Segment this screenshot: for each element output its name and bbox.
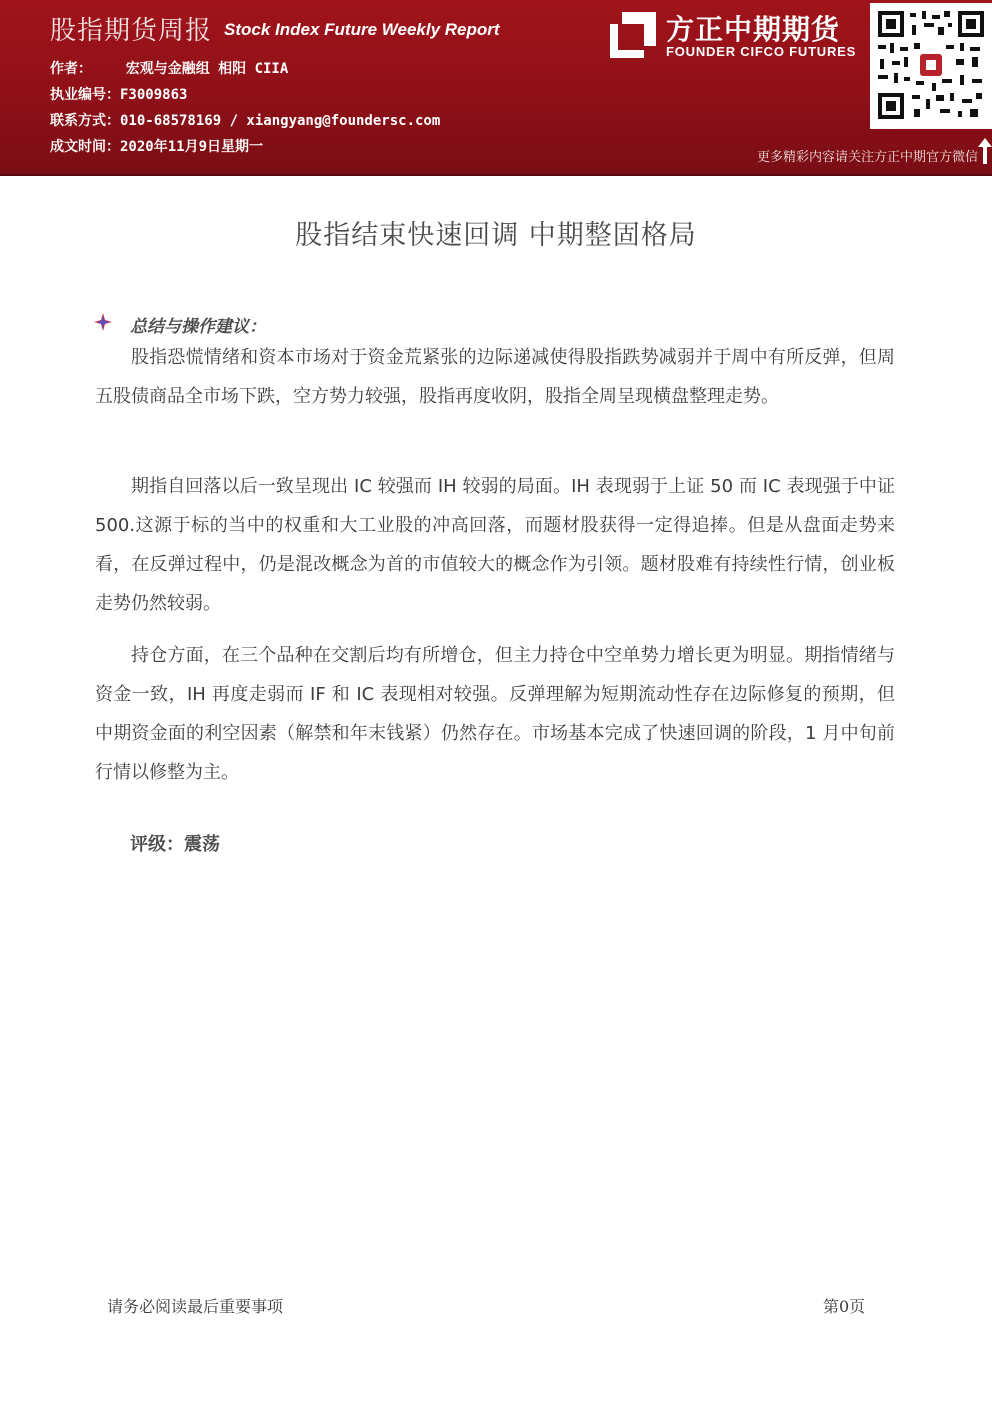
logo-text-en: FOUNDER CIFCO FUTURES <box>666 44 857 59</box>
contact-value[interactable]: 010-68578169 / xiangyang@foundersc.com <box>120 113 441 129</box>
report-title-cn: 股指期货周报 <box>50 16 213 46</box>
qr-code-icon <box>876 9 986 121</box>
license-label: 执业编号： <box>50 87 120 103</box>
contact-label: 联系方式： <box>50 113 120 129</box>
contact-line <box>50 110 440 130</box>
date-label: 成文时间： <box>50 139 120 155</box>
company-logo <box>608 10 860 62</box>
author-line <box>50 58 288 78</box>
page-number: 第0页 <box>823 1297 866 1316</box>
summary-heading: 总结与操作建议： <box>130 317 266 337</box>
up-arrow-icon <box>978 138 992 164</box>
wechat-follow-note: 更多精彩内容请关注方正中期官方微信 <box>756 150 978 165</box>
report-title-en: Stock Index Future Weekly Report <box>224 20 500 39</box>
paragraph-3: 持仓方面，在三个品种在交割后均有所增仓，但主力持仓中空单势力增长更为明显。期指情绪与资金一致，IH 再度走弱而 IF 和 IC 表现相对较强。反弹理解为短期流动性存在边际修复的预期，但中期资金面的利空因素（解禁和年末钱紧）仍然存在。市场基本完成了快速回调的阶段，1 月中旬前行情以修整为主。 <box>95 645 895 783</box>
wechat-qr-code <box>870 3 992 129</box>
document-title: 股指结束快速回调 中期整固格局 <box>295 220 697 251</box>
logo-text-cn: 方正中期期货 <box>666 13 841 46</box>
report-header <box>0 0 992 176</box>
footer-notice: 请务必阅读最后重要事项 <box>107 1297 284 1316</box>
license-line <box>50 84 187 104</box>
paragraph-1: 股指恐慌情绪和资本市场对于资金荒紧张的边际递减使得股指跌势减弱并于周中有所反弹，但周五股债商品全市场下跌，空方势力较强，股指再度收阴，股指全周呈现横盘整理走势。 <box>95 347 895 407</box>
rating: 评级：震荡 <box>130 834 220 855</box>
bullet-icon <box>94 313 112 331</box>
paragraph-2: 期指自回落以后一致呈现出 IC 较强而 IH 较弱的局面。IH 表现弱于上证 50 而 IC 表现强于中证 500.这源于标的当中的权重和大工业股的冲高回落，而题材股获得一定得追捧。但是从盘面走势来看，在反弹过程中，仍是混改概念为首的市值较大的概念作为引领。题材股难有持续性行情，创业板走势仍然较弱。 <box>95 476 895 614</box>
license-value: F3009863 <box>120 87 188 103</box>
logo-mark-icon <box>608 10 658 60</box>
date-line <box>50 136 263 156</box>
author-value: 宏观与金融组 相阳 CIIA <box>125 61 289 77</box>
author-label: 作者： <box>50 61 92 77</box>
date-value: 2020年11月9日星期一 <box>120 139 264 155</box>
